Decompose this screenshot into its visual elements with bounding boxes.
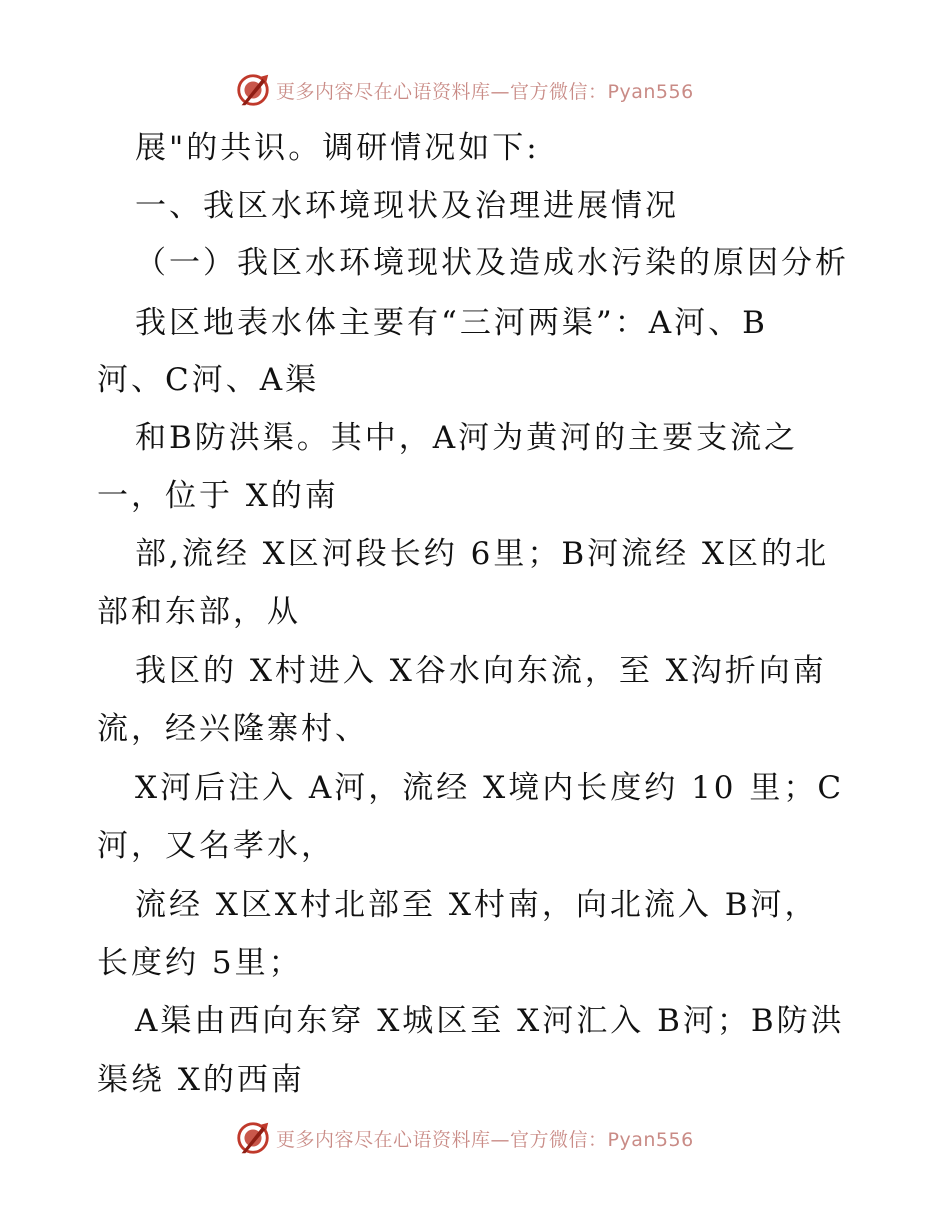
text-line: 流经 X区X村北部至 X村南，向北流入 B河， [135, 887, 819, 923]
text-line: （一）我区水环境现状及造成水污染的原因分析 [135, 245, 849, 281]
text-line: 河、C河、A渠 [97, 362, 320, 398]
feather-logo-icon [234, 1119, 272, 1157]
text-line: 流，经兴隆寨村、 [97, 711, 369, 747]
text-line: 长度约 5里； [97, 945, 303, 981]
text-line: 我区地表水体主要有“三河两渠”：A河、B [135, 305, 768, 341]
text-line: 一、我区水环境现状及治理进展情况 [135, 188, 679, 224]
text-line: 展"的共识。调研情况如下: [135, 130, 540, 166]
text-line: X河后注入 A河，流经 X境内长度约 10 里；C [135, 770, 845, 806]
header-watermark-banner [234, 70, 694, 110]
text-line: 和B防洪渠。其中，A河为黄河的主要支流之 [135, 420, 799, 456]
text-line: 河，又名孝水， [97, 828, 335, 864]
watermark-text: 更多内容尽在心语资料库—官方微信：Pyan556 [276, 1128, 694, 1151]
feather-logo-icon [234, 71, 272, 109]
text-line: 我区的 X村进入 X谷水向东流，至 X沟折向南 [135, 653, 827, 689]
text-line: 部,流经 X区河段长约 6里；B河流经 X区的北 [135, 536, 830, 572]
footer-watermark-banner [234, 1118, 694, 1158]
text-line: A渠由西向东穿 X城区至 X河汇入 B河；B防洪 [135, 1003, 845, 1039]
watermark-text: 更多内容尽在心语资料库—官方微信：Pyan556 [276, 80, 694, 103]
text-line: 渠绕 X的西南 [97, 1062, 305, 1098]
text-line: 一，位于 X的南 [97, 478, 339, 514]
text-line: 部和东部，从 [97, 594, 301, 630]
